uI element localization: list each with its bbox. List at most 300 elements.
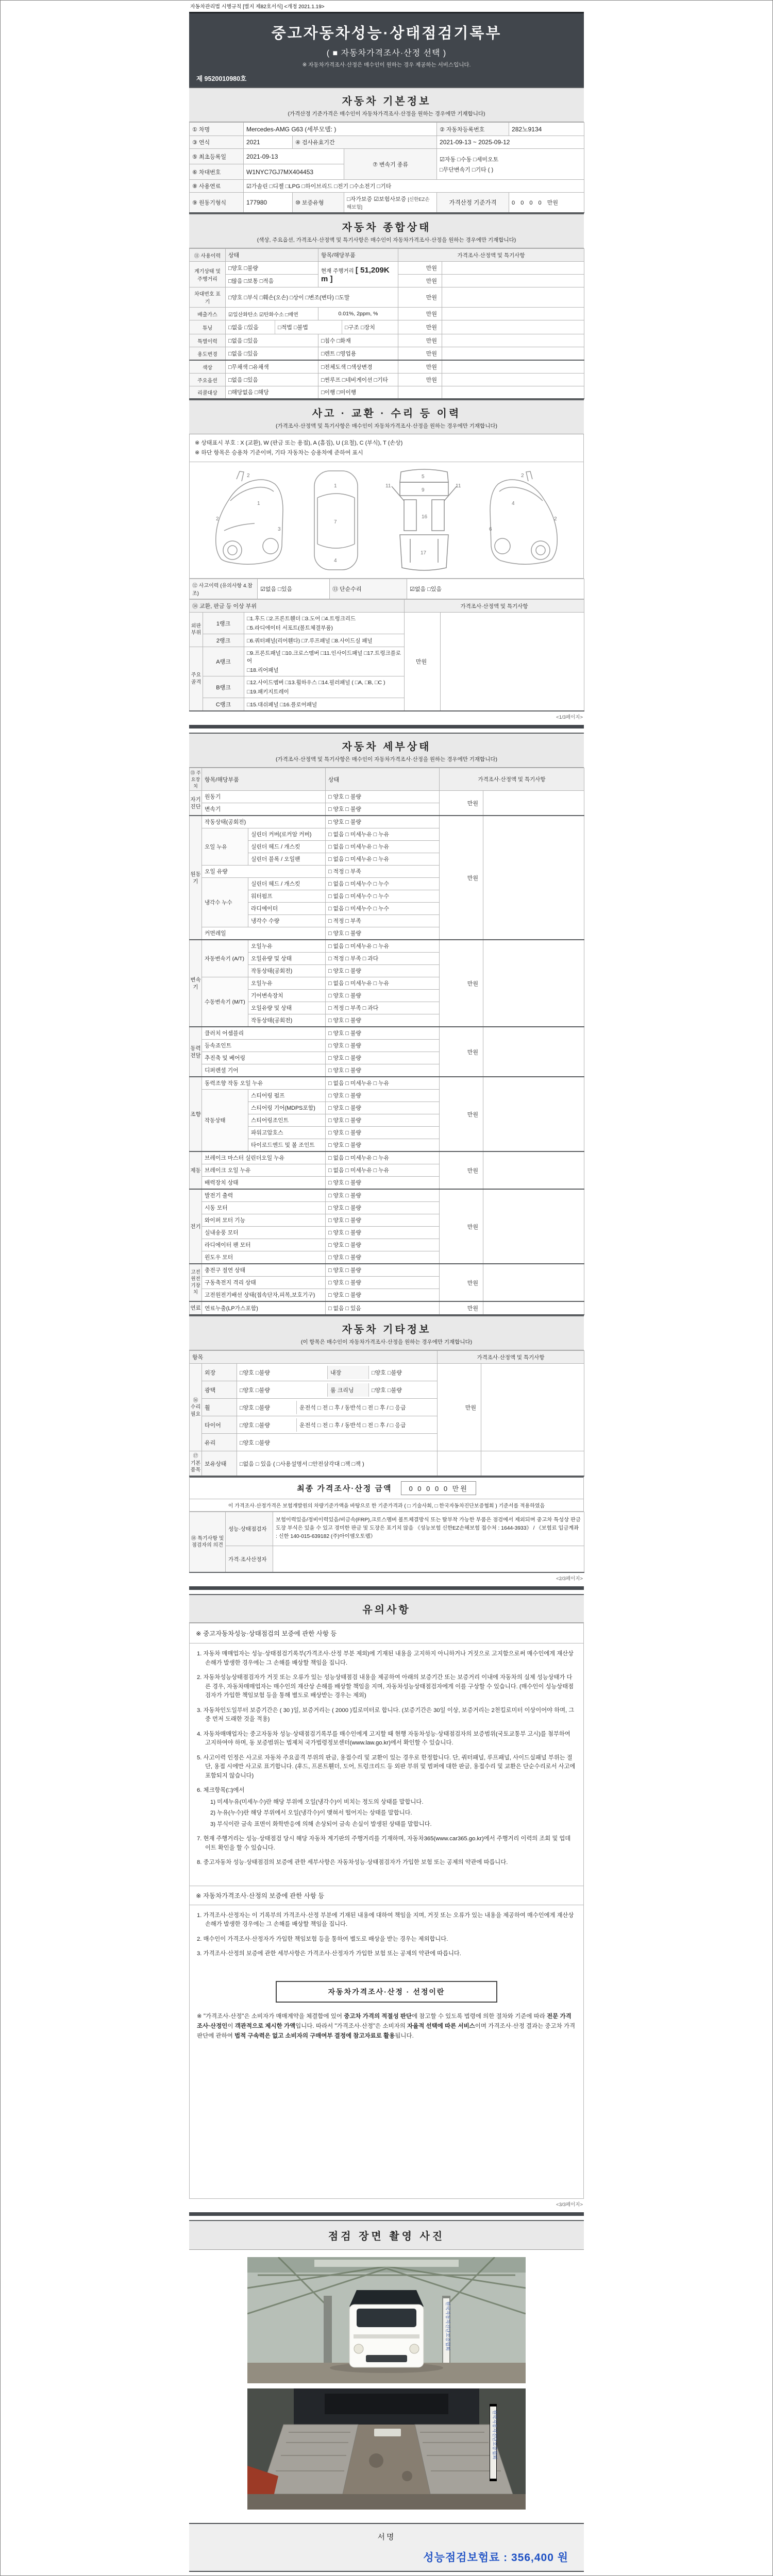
page-marker-3: <3/3페이지> (556, 2202, 583, 2208)
svg-text:2: 2 (520, 472, 524, 479)
page-separator (189, 2212, 584, 2216)
notice-item: 2. 매수인이 가격조사·산정자가 가입한 책임보험 등을 통하여 별도로 배상을 받는 경우는 제외합니다. (197, 1936, 448, 1942)
recall-state[interactable]: □해당없음 □해당 (226, 386, 318, 399)
usage-change-state[interactable]: □없음 □있음 (226, 347, 318, 361)
comprehensive-title: 자동차 종합상태 (342, 222, 431, 233)
part: 와이퍼 모터 기능 (202, 1214, 326, 1227)
notice-s2-title: ※ 자동차가격조사·산정의 보증에 관한 사항 등 (190, 1886, 583, 1905)
price-blank (483, 816, 584, 940)
part: 충전구 절연 상태 (202, 1264, 326, 1277)
tuning-exist[interactable]: □없음 □있음 (228, 325, 259, 331)
price-blank (442, 287, 584, 308)
color-item[interactable]: □전체도색 □색상변경 (318, 360, 398, 374)
option-state[interactable]: □없음 □있음 (226, 374, 318, 386)
part: 실린더 커버(로커암 커버) (248, 828, 326, 841)
part: 오일유량 및 상태 (248, 1002, 326, 1014)
outer-panel-label: 외판부위 (190, 613, 203, 647)
car-diagram-underbody (380, 467, 468, 574)
state-checkboxes[interactable]: □ 없음 □ 미세누유 □ 누유 (326, 841, 440, 853)
state-checkboxes[interactable]: □ 양호 □ 불량 (326, 791, 440, 803)
price-appraisal-note: ※ 자동차가격조사·산정은 매수인이 원하는 경우 제공하는 서비스입니다. (302, 62, 471, 68)
page-marker-1: <1/3페이지> (556, 715, 583, 721)
price-unit: 만원 (398, 320, 442, 334)
svg-text:9: 9 (421, 487, 425, 493)
year-value: 2021 (244, 136, 293, 149)
price-blank (483, 1027, 584, 1077)
basic-info-note: (가격산정 기준가격은 매수인이 자동차가격조사·산정을 원하는 경우에만 기재합니다) (288, 111, 485, 117)
price-unit: 만원 (405, 613, 441, 711)
section-detail-header (189, 733, 584, 768)
notice-title: 유의사항 (362, 1604, 411, 1616)
notice-item: 3. 가격조사·산정의 보증에 관한 세부사항은 가격조사·산정자가 가입한 보험 또는 공제의 약관에 따릅니다. (197, 1951, 461, 1957)
reg-no-label: ② 자동차등록번호 (437, 123, 509, 136)
tire-state[interactable]: □양호 □불량 (240, 1422, 270, 1429)
color-label: 색상 (190, 360, 226, 374)
state-checkboxes[interactable]: □ 없음 □ 미세누유 □ 누유 (326, 977, 440, 990)
inspection-period-value: 2021-09-13 ~ 2025-09-12 (437, 136, 584, 149)
remarks-table (189, 1512, 584, 1573)
state-checkboxes[interactable]: □ 양호 □ 불량 (326, 1189, 440, 1202)
rank2-label: 2랭크 (203, 634, 244, 647)
tire-positions[interactable]: 운전석 □ 전 □ 후 / 동반석 □ 전 □ 후 / □ 응급 (296, 1418, 437, 1432)
appraisal-definition-text: ※ "가격조사·산정"은 소비자가 매매계약을 체결함에 있어 중고차 가격의 적절성 판단에 참고할 수 있도록 법령에 의한 절차와 기준에 따라 전문 가격조사·산정인이 객관적으로 제시한 가액입니다. 따라서 "가격조사·산정"은 소비자의 자율적 선택에 따른 서비스이며 가격조사·산정 결과는 중고차 가격판단에 관하여 법적 구속력은 없고 소비자의 구매여부 결정에 참고자료로 활용됩니다. (197, 2013, 576, 2039)
appraiser-label: 가격·조사산정자 (226, 1546, 273, 1572)
rankB-items[interactable]: □12.사이드멤버 □13.휠하우스 □14.필러패널 ( □A, □B, □C ) □19.패키지트레이 (244, 676, 405, 698)
price-blank (442, 334, 584, 347)
price-unit: 만원 (398, 374, 442, 386)
fuel-checkbox-group[interactable]: ☑가솔린 □디젤 □LPG □하이브리드 □전기 □수소전기 □기타 (244, 180, 584, 193)
warranty-checkbox-group[interactable] (344, 193, 437, 213)
other-title: 자동차 기타정보 (342, 1324, 431, 1336)
state-checkboxes[interactable]: □ 양호 □ 불량 (326, 1090, 440, 1102)
state-checkboxes[interactable]: □ 없음 □ 미세누수 □ 누수 (326, 890, 440, 903)
price-blank (442, 320, 584, 334)
part: 구동축전지 격리 상태 (202, 1277, 326, 1289)
notice-item: 8. 중고자동차 성능·상태점검의 보증에 관한 세부사항은 자동차성능·상태점검자가 가입한 보험 또는 공제의 약관에 따릅니다. (197, 1859, 508, 1866)
state-checkboxes[interactable]: □ 없음 □ 미세누유 □ 누유 (326, 1164, 440, 1177)
state-checkboxes[interactable]: □ 양호 □ 불량 (326, 1014, 440, 1027)
state-checkboxes[interactable]: □ 양호 □ 불량 (326, 803, 440, 816)
section-notice-header (189, 1594, 584, 1623)
part: 브레이크 마스터 실린더오일 누유 (202, 1151, 326, 1164)
state-checkboxes[interactable]: □ 양호 □ 불량 (326, 1227, 440, 1239)
state-header: 상태 (326, 768, 440, 791)
price-blank (483, 1264, 584, 1301)
part: 고전원전기배선 상태(접속단자,피복,보호기구) (202, 1289, 326, 1302)
state-checkboxes[interactable]: □ 양호 □ 불량 (326, 1177, 440, 1190)
rank1-items[interactable]: □1.후드 □2.프론트휀더 □3.도어 □4.트렁크리드 □5.라디에이터 서포트(볼트체결부품) (244, 613, 405, 634)
warranty-type-label: ⑩ 보증유형 (293, 193, 344, 213)
appraisal-definition-box: 자동차가격조사·산정 · 선정이란 (276, 1981, 497, 2003)
svg-text:4: 4 (511, 500, 515, 506)
part: 스티어링조인트 (248, 1114, 326, 1127)
glass-state[interactable]: □양호 □불량 (237, 1434, 438, 1451)
item-part-header: 항목/해당부품 (318, 249, 398, 262)
price-appraisal-option: ( ■ 자동차가격조사·산정 선택 ) (326, 49, 447, 58)
mileage-state-1[interactable]: □양호 □불량 (226, 262, 318, 275)
accident-history-state[interactable]: ☑없음 □있음 (258, 579, 330, 599)
price-unit: 만원 (440, 816, 483, 940)
accident-history-label: ⑫ 사고이력 (유의사항 4.참조) (190, 579, 258, 599)
transmission-options-1[interactable]: ☑자동 □수동 □세미오토 (440, 156, 499, 163)
rank2-items[interactable]: □6.쿼터패널(리어휀다) □7.루프패널 □8.사이드실 패널 (244, 634, 405, 647)
emission-values: 0.01%, 2ppm, % (318, 308, 398, 320)
part: 오일 유량 (202, 866, 326, 878)
section-comprehensive-header (189, 213, 584, 248)
exterior-state[interactable]: □양호 □불량 (240, 1369, 270, 1376)
price-unit: 만원 (398, 308, 442, 320)
rankC-label: C랭크 (203, 698, 244, 711)
part: 스티어링 펌프 (248, 1090, 326, 1102)
price-unit: 만원 (440, 1151, 483, 1189)
wheel-state[interactable]: □양호 □불량 (240, 1404, 270, 1411)
section-photos-header (189, 2220, 584, 2250)
price-unit: 만원 (440, 1264, 483, 1301)
rankB-label: B랭크 (203, 676, 244, 698)
notice-item: 3. 자동차인도일부터 보증기간은 ( 30 )일, 보증거리는 ( 2000 )킬로미터로 합니다. (보증기간은 30일 이상, 보증거리는 2천킬로미터 이상이어야 하며, 그 중 먼저 도래한 것을 적용) (197, 1707, 575, 1723)
state-checkboxes[interactable]: □ 양호 □ 불량 (326, 1127, 440, 1139)
basic-items-group: ⑰ 기본품목 (190, 1451, 202, 1476)
tuning-label: 튜닝 (190, 320, 226, 334)
warranty-insurer: [신한EZ손해보험] (347, 197, 430, 210)
inspector-remarks: 보험이력있음/정비이력있음/비금속(FRP),크로스멤버 볼트체결방식 또는 탈부착 가능한 부품은 점검에서 제외되며 중고차 특성상 판금 도장 부식은 있을 수 있고 경미한 판금 및 도장은 표기치 않음 《성능보험 신한EZ손해보험 접수처 : 1644-3933》 / 《보험료 입금계좌 : 신한 140-015-639182 (주)아이엠오토랩》 (273, 1512, 584, 1546)
usage-change-item[interactable]: □렌트 □영업용 (318, 347, 398, 361)
price-unit: 만원 (440, 940, 483, 1027)
price-blank (483, 1189, 584, 1264)
emission-label: 배출가스 (190, 308, 226, 320)
special-history-item[interactable]: □침수 □화재 (318, 334, 398, 347)
rankC-items[interactable]: □15.대쉬패널 □16.플로어패널 (244, 698, 405, 711)
part: 스티어링 기어(MDPS포함) (248, 1102, 326, 1114)
detail-title: 자동차 세부상태 (342, 741, 431, 753)
wheel-row[interactable] (237, 1399, 438, 1416)
inspector-label: 성능·상태점검자 (226, 1512, 273, 1546)
price-blank (442, 308, 584, 320)
svg-text:2: 2 (553, 516, 557, 522)
engine-type-label: ⑨ 원동기형식 (190, 193, 244, 213)
price-blank (441, 613, 584, 711)
state-checkboxes[interactable]: □ 없음 □ 미세누유 □ 누유 (326, 1151, 440, 1164)
base-vehicle-legend: ※ 하단 항목은 승용차 기준이며, 기타 자동차는 승용차에 준하여 표시 (195, 449, 363, 456)
glass-label: 유리 (202, 1434, 237, 1451)
section-basic-info-header (189, 87, 584, 122)
state-checkboxes[interactable]: □ 양호 □ 불량 (326, 1214, 440, 1227)
sub-group-label: 오일 누유 (202, 828, 248, 866)
part: 연료누출(LP가스포함) (202, 1301, 326, 1315)
special-history-state[interactable]: □없음 □있음 (226, 334, 318, 347)
wheel-positions[interactable]: 운전석 □ 전 □ 후 / 동반석 □ 전 □ 후 / □ 응급 (296, 1401, 437, 1414)
state-checkboxes[interactable]: □ 없음 □ 미세누유 □ 누유 (326, 853, 440, 866)
year-label: ③ 연식 (190, 136, 244, 149)
part: 실내송풍 모터 (202, 1227, 326, 1239)
basic-info-table (189, 122, 584, 213)
price-blank (481, 1451, 584, 1476)
state-checkboxes[interactable]: □ 양호 □ 불량 (326, 1251, 440, 1264)
state-checkboxes[interactable]: □ 양호 □ 불량 (326, 1052, 440, 1064)
part: 작동상태(공회전) (248, 965, 326, 977)
part: 등속죠인트 (202, 1040, 326, 1052)
tuning-kind[interactable]: □구조 □장치 (342, 320, 398, 334)
car-diagrams (189, 462, 584, 579)
simple-repair-label: ⑬ 단순수리 (330, 579, 407, 599)
part: 타이로드엔드 및 볼 조인트 (248, 1139, 326, 1152)
holding-label: 보유상태 (202, 1451, 237, 1476)
color-state[interactable]: □무채색 □유채색 (226, 360, 318, 374)
svg-text:1: 1 (257, 500, 260, 506)
state-checkboxes[interactable]: □ 양호 □ 불량 (326, 1264, 440, 1277)
state-checkboxes[interactable]: □ 양호 □ 불량 (326, 1102, 440, 1114)
svg-text:1: 1 (334, 483, 337, 489)
part: 원동기 (202, 791, 326, 803)
polish-row[interactable] (237, 1381, 438, 1399)
state-checkboxes[interactable]: □ 없음 □ 미세누수 □ 누수 (326, 903, 440, 915)
state-checkboxes[interactable]: □ 적정 □ 부족 (326, 866, 440, 878)
price-blank (398, 386, 442, 399)
tuning-legal[interactable]: □적법 □불법 (275, 320, 342, 334)
mileage-state-2[interactable]: □많음 □보통 □적음 (226, 275, 318, 287)
device-header: ⑮ 주요장치 (190, 768, 202, 791)
polish-state[interactable]: □양호 □불량 (240, 1387, 270, 1394)
group-label: 고전원전기장치 (190, 1264, 202, 1301)
basic-info-title: 자동차 기본정보 (342, 96, 431, 107)
accident-history-row (189, 579, 584, 599)
svg-text:4: 4 (334, 557, 337, 564)
notice-item: 6. 체크항목(□)에서 (197, 1787, 245, 1794)
vin-mark-label: 차대번호 표기 (190, 287, 226, 308)
notice-item: 2. 자동차성능상태점검자가 거짓 또는 오류가 있는 성능상태점검 내용을 제공하여 아래의 보증기간 또는 보증거리 이내에 자동차의 실제 성능상태가 다른 경우, 자동차매매업자는 매수인의 재산상 손해를 배상할 책임을 지며, 자동차성능상태점검자에게 이를 구상할 수 있습니다. (매수인이 성능상태점검자가 가입한 책임보험 등을 통해 별도로 배상받는 경우는 제외) (197, 1674, 574, 1699)
group-label: 자기진단 (190, 791, 202, 816)
accident-title: 사고 · 교환 · 수리 등 이력 (312, 408, 461, 419)
accident-note: (가격조사·산정액 및 특기사항은 매수인이 자동차가격조사·산정을 원하는 경우에만 기재합니다) (276, 423, 497, 429)
accident-legend (189, 434, 584, 462)
state-checkboxes[interactable]: □ 양호 □ 불량 (326, 1114, 440, 1127)
car-diagram-front-left (206, 469, 292, 572)
vin-label: ⑥ 차대번호 (190, 164, 244, 180)
part: 시동 모터 (202, 1202, 326, 1214)
state-checkboxes[interactable]: □ 양호 □ 불량 (326, 816, 440, 828)
exchange-title: ⑭ 교환, 판금 등 이상 부위 (190, 600, 405, 613)
state-checkboxes[interactable]: □ 양호 □ 불량 (326, 1064, 440, 1077)
exchange-panel-table (189, 599, 584, 711)
group-label: 제동 (190, 1151, 202, 1189)
part: 발전기 출력 (202, 1189, 326, 1202)
state-checkboxes[interactable]: □ 양호 □ 불량 (326, 927, 440, 940)
state-checkboxes[interactable]: □ 적정 □ 부족 □ 과다 (326, 1002, 440, 1014)
part: 동력조향 작동 오일 누유 (202, 1077, 326, 1090)
sub-group-label: 작동상태 (202, 1090, 248, 1152)
part: 라디에이터 (248, 903, 326, 915)
state-checkboxes[interactable]: □ 양호 □ 불량 (326, 990, 440, 1002)
part: 오일유량 및 상태 (248, 953, 326, 965)
price-unit: 만원 (438, 1364, 481, 1451)
part: 윈도우 모터 (202, 1251, 326, 1264)
price-blank (442, 262, 584, 275)
interior-state[interactable]: □양호 □불량 (368, 1366, 437, 1379)
price-col-header: 가격조사·산정액 및 특기사항 (398, 249, 584, 262)
part: 클러치 어셈블리 (202, 1027, 326, 1040)
photos-title: 점검 장면 촬영 사진 (328, 2231, 445, 2243)
price-unit: 만원 (398, 287, 442, 308)
transmission-checkbox-group[interactable] (437, 149, 584, 180)
state-checkboxes[interactable]: □ 양호 □ 불량 (326, 1139, 440, 1152)
part: 오일누유 (248, 940, 326, 953)
detail-status-table (189, 768, 584, 1315)
state-checkboxes[interactable]: □ 양호 □ 불량 (326, 965, 440, 977)
document-number: 제 9520010980호 (196, 75, 247, 82)
base-price-value: 0 0 0 0 만원 (509, 193, 584, 213)
polish-label: 광택 (202, 1381, 237, 1399)
svg-text:17: 17 (420, 550, 426, 556)
part: 작동상태(공회전) (202, 816, 326, 828)
state-checkboxes[interactable]: □ 없음 □ 미세누유 □ 누유 (326, 828, 440, 841)
tire-label: 타이어 (202, 1416, 237, 1434)
special-history-label: 특별이력 (190, 334, 226, 347)
car-diagram-top-view (305, 467, 367, 574)
state-checkboxes[interactable]: □ 없음 □ 미세누유 □ 누유 (326, 1077, 440, 1090)
state-checkboxes[interactable]: □ 양호 □ 불량 (326, 1027, 440, 1040)
svg-text:7: 7 (334, 519, 337, 525)
price-unit: 만원 (440, 1189, 483, 1264)
signature-label: 서명 (377, 2533, 396, 2542)
price-blank (442, 386, 584, 399)
price-blank (442, 360, 584, 374)
part: 추진축 및 베어링 (202, 1052, 326, 1064)
price-blank (483, 1077, 584, 1151)
page-separator (189, 1586, 584, 1590)
exterior-label: 외장 (202, 1364, 237, 1381)
rankA-label: A랭크 (203, 647, 244, 676)
part: 디퍼렌셜 기어 (202, 1064, 326, 1077)
part: 배력장치 상태 (202, 1177, 326, 1190)
tuning-state-group[interactable] (226, 320, 398, 334)
regulation-reference: 자동차관리법 시행규칙 [별지 제82호서식] <개정 2021.1.19> (190, 4, 325, 10)
usage-history-header: ⑪ 사용이력 (190, 249, 226, 262)
state-checkboxes[interactable]: □ 없음 □ 있음 (326, 1301, 440, 1315)
item-header: 항목 (190, 1351, 438, 1364)
part: 실린더 블록 / 오일팬 (248, 853, 326, 866)
sub-group-label: 수동변속기 (M/T) (202, 977, 248, 1027)
first-reg-label: ⑤ 최초등록일 (190, 149, 244, 164)
page-marker-2: <2/3페이지> (556, 1576, 583, 1582)
notice-item: 1. 자동차 매매업자는 성능·상태점검기록부(가격조사·산정 부분 제외)에 기재된 내용을 고지하지 아니하거나 거짓으로 고지함으로써 매수인에게 재산상 손해가 발생한 경우에는 그 손해를 배상할 책임을 집니다. (197, 1651, 574, 1666)
final-price-label: 최종 가격조사·산정 금액 (297, 1484, 392, 1493)
notice-body (189, 1623, 584, 2199)
other-note: (이 항목은 매수인이 자동차가격조사·산정을 원하는 경우에만 기재합니다) (300, 1339, 473, 1346)
group-label: 변속기 (190, 940, 202, 1027)
vin-mark-state[interactable]: □양호 □부식 □훼손(오손) □상이 □변조(변타) □도말 (226, 287, 398, 308)
sub-group-label: 냉각수 누수 (202, 878, 248, 927)
banner-text: 한국자동차진단보증협회 (492, 2410, 497, 2460)
svg-text:11: 11 (455, 483, 461, 489)
transmission-options-2[interactable]: □무단변속기 □기타 ( ) (440, 166, 494, 173)
group-label: 조향 (190, 1077, 202, 1151)
notice-subitem: 1) 미세누유(미세누수)란 해당 부위에 오일(냉각수)이 비치는 정도의 상태를 말합니다. (210, 1799, 424, 1805)
other-info-table (189, 1350, 584, 1477)
svg-text:2: 2 (247, 472, 250, 479)
inspection-photo-lift-front (247, 2257, 526, 2383)
price-unit: 만원 (440, 1027, 483, 1077)
part: 브레이크 오일 누유 (202, 1164, 326, 1177)
simple-repair-state[interactable]: ☑없음 □있음 (407, 579, 584, 599)
price-blank (442, 347, 584, 361)
rankA-items[interactable]: □9.프론트패널 □10.크로스멤버 □11.인사이드패널 □17.트렁크플로어 □18.리어패널 (244, 647, 405, 676)
part: 변속기 (202, 803, 326, 816)
state-checkboxes[interactable]: □ 양호 □ 불량 (326, 1202, 440, 1214)
inspection-photo-underbody (247, 2388, 526, 2510)
part: 오일누유 (248, 977, 326, 990)
recall-label: 리콜대상 (190, 386, 226, 399)
price-blank (438, 1451, 481, 1476)
vin-value: W1NYC7GJ7MX404453 (244, 164, 344, 180)
section-accident-header (189, 399, 584, 434)
state-checkboxes[interactable]: □ 적정 □ 부족 □ 과다 (326, 953, 440, 965)
state-checkboxes[interactable]: □ 양호 □ 불량 (326, 1239, 440, 1251)
main-frame-label: 주요골격 (190, 647, 203, 711)
group-label: 동력전달 (190, 1027, 202, 1077)
usage-change-label: 용도변경 (190, 347, 226, 361)
price-blank (483, 1301, 584, 1315)
state-checkboxes[interactable]: □ 양호 □ 불량 (326, 1040, 440, 1052)
state-checkboxes[interactable]: □ 없음 □ 미세누수 □ 누수 (326, 878, 440, 890)
exterior-row[interactable] (237, 1364, 438, 1381)
tire-row[interactable] (237, 1416, 438, 1434)
remarks-group-label: ⑱ 특기사항 및 점검자의 의견 (190, 1512, 226, 1572)
price-basis-note: 이 가격조사·산정가격은 보험개발원의 차량기준가액을 바탕으로 한 기준가격과 ( □ 기술사회, □ 한국자동차진단보증협회 ) 기준서를 적용하였음 (189, 1499, 584, 1512)
fuel-label: ⑧ 사용연료 (190, 180, 244, 193)
state-checkboxes[interactable]: □ 양호 □ 불량 (326, 1289, 440, 1302)
state-header: 상태 (226, 249, 318, 262)
state-checkboxes[interactable]: □ 없음 □ 미세누유 □ 누유 (326, 940, 440, 953)
holding-state[interactable]: □없음 □ 있음 ( □사용설명서 □안전삼각대 □잭 □잭 ) (237, 1451, 438, 1476)
state-checkboxes[interactable]: □ 양호 □ 불량 (326, 1277, 440, 1289)
notice-subitem: 2) 누유(누수)란 해당 부위에서 오일(냉각수)이 맺혀서 떨어지는 상태를 말합니다. (210, 1810, 412, 1817)
emission-state[interactable]: ☑일산화탄소 ☑탄화수소 □매연 (226, 308, 318, 320)
part: 파워고압호스 (248, 1127, 326, 1139)
notice-item: 1. 가격조사·산정자는 이 기록부의 가격조사·산정 부분에 기재된 내용에 대하여 책임을 지며, 거짓 또는 오류가 있는 내용을 제공하여 매수인에게 재산상 손해가 발생한 경우에는 그 손해를 배상할 책임을 집니다. (197, 1912, 574, 1928)
state-checkboxes[interactable]: □ 적정 □ 부족 (326, 915, 440, 927)
group-label: 연료 (190, 1301, 202, 1315)
document-header (189, 12, 584, 87)
price-blank (483, 940, 584, 1027)
recall-item[interactable]: □이행 □미이행 (318, 386, 398, 399)
option-item[interactable]: □썬루프 □네비게이션 □기타 (318, 374, 398, 386)
notice-item: 7. 현재 주행거리는 성능·상태점검 당시 해당 자동차 계기판의 주행거리를 기재하며, 자동차365(www.car365.go.kr)에서 주행거리 이력의 조회 및 업데이트 확인을 할 수 있습니다. (197, 1836, 571, 1851)
page-separator (189, 725, 584, 728)
price-col-header: 가격조사·산정액 및 특기사항 (440, 768, 584, 791)
svg-text:16: 16 (421, 514, 427, 520)
svg-text:2: 2 (216, 516, 219, 522)
part: 실린더 헤드 / 개스킷 (248, 878, 326, 890)
svg-text:3: 3 (278, 526, 281, 532)
price-blank (442, 374, 584, 386)
price-unit: 만원 (398, 275, 442, 287)
price-unit: 만원 (398, 262, 442, 275)
price-unit: 만원 (398, 347, 442, 361)
svg-text:5: 5 (421, 473, 425, 480)
room-cleaning-state[interactable]: □양호 □불량 (368, 1383, 437, 1397)
price-unit: 만원 (398, 334, 442, 347)
part: 커먼레일 (202, 927, 326, 940)
price-col-header: 가격조사·산정액 및 특기사항 (405, 600, 584, 613)
car-diagram-rear-right (481, 469, 567, 572)
group-label: 전기 (190, 1189, 202, 1264)
price-unit: 만원 (440, 791, 483, 816)
inspection-photos (189, 2250, 584, 2520)
wheel-label: 휠 (202, 1399, 237, 1416)
sub-group-label: 자동변속기 (A/T) (202, 940, 248, 977)
price-blank (442, 275, 584, 287)
warranty-options[interactable]: □자가보증 ☑보험사보증 (347, 196, 407, 202)
